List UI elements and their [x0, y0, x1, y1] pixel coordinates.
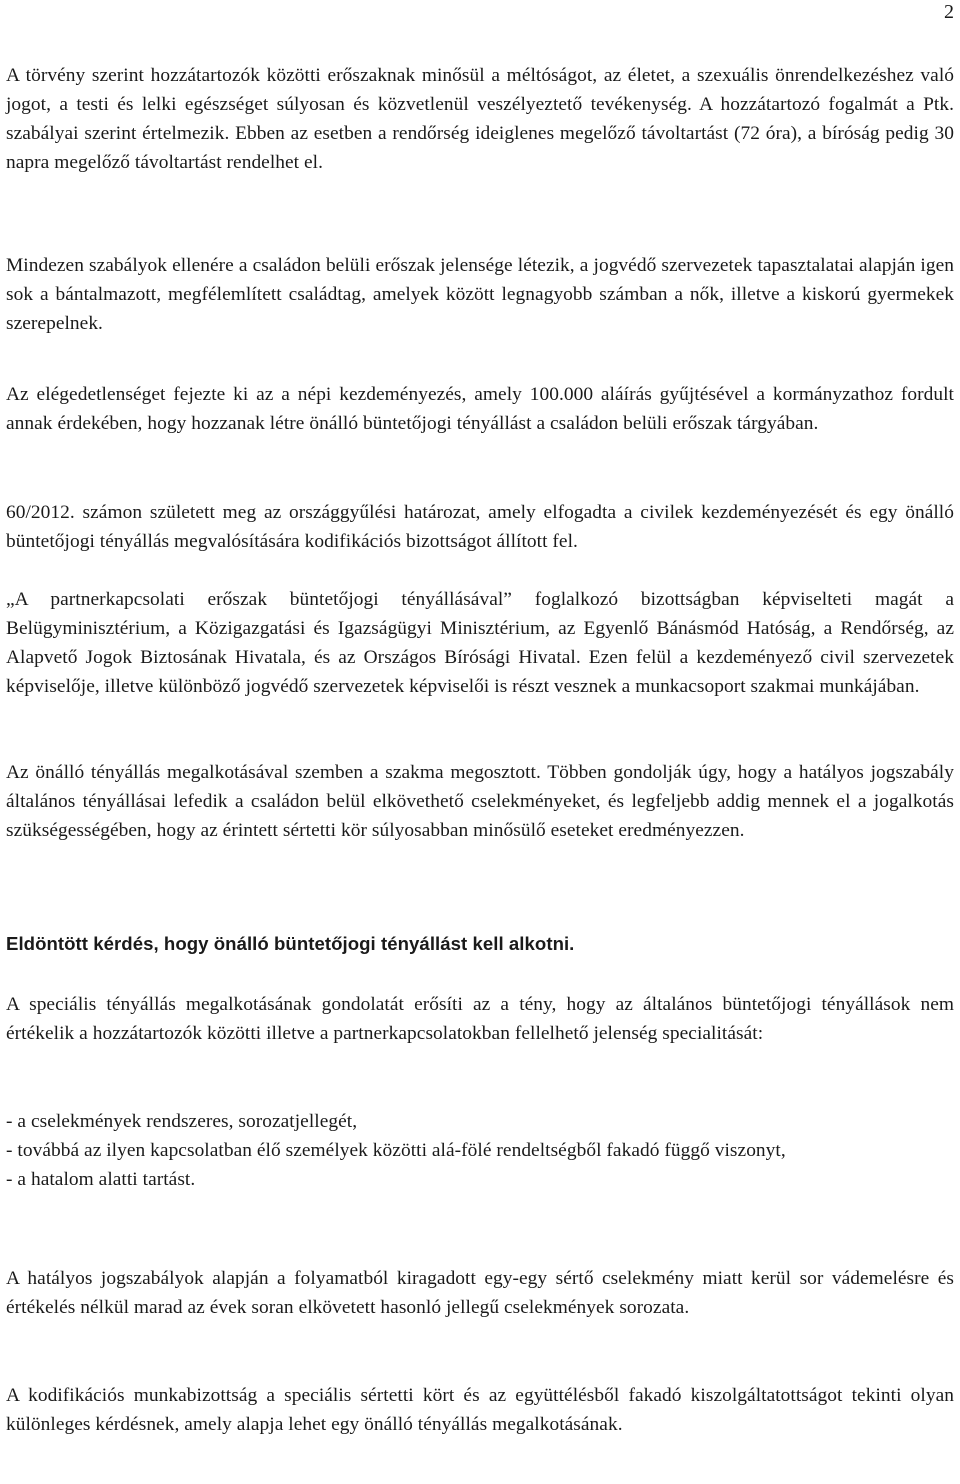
paragraph-resolution: 60/2012. számon született meg az országgyűlési határozat, amely elfogadta a civilek kezdeményezését és egy önálló büntetőjogi tényállás megvalósítására kodifikációs bizottságot állított fel. [6, 502, 954, 552]
paragraph-current-law: A hatályos jogszabályok alapján a folyamatból kiragadott egy-egy sértő cselekmény miatt kerül sor vádemelésre és értékelés nélkül marad az évek soran elkövetett hasonló jellegű cselekmények sorozata. [6, 1268, 954, 1318]
paragraph-codification: A kodifikációs munkabizottság a speciális sértetti kört és az együttélésből fakadó kiszolgáltatottságot tekinti olyan különleges kérdésnek, amely alapja lehet egy önálló tényállás megalkotásának. [6, 1385, 954, 1435]
heading-decided: Eldöntött kérdés, hogy önálló büntetőjogi tényállást kell alkotni. [6, 933, 575, 954]
document-page [6, 0, 954, 1484]
list-item: - a hatalom alatti tartást. [6, 1168, 196, 1190]
paragraph-initiative: Az elégedetlenséget fejezte ki az a népi kezdeményezés, amely 100.000 aláírás gyűjtésével a kormányzathoz fordult annak érdekében, hogy hozzanak létre önálló büntetőjogi tényállást a családon belüli erőszak tárgyában. [6, 384, 954, 434]
list-item: - a cselekmények rendszeres, sorozatjellegét, [6, 1111, 358, 1132]
list-item: - továbbá az ilyen kapcsolatban élő személyek közötti alá-fölé rendeltségből fakadó függő viszonyt, [6, 1139, 786, 1161]
paragraph-committee: „A partnerkapcsolati erőszak büntetőjogi tényállásával” foglalkozó bizottságban képviselteti magát a Belügyminisztérium, a Közigazgatási és Igazságügyi Minisztérium, az Egyenlő Bánásmód Hatóság, a Rendőrség, az Alapvető Jogok Biztosának Hivatala, és az Országos Bírósági Hivatal. Ezen felül a kezdeményező civil szervezetek képviselője, illetve különböző jogvédő szervezetek képviselői is részt vesznek a munkacsoport szakmai munkájában. [6, 589, 954, 697]
specialty-list [6, 1108, 954, 1195]
paragraph-definition: A törvény szerint hozzátartozók közötti erőszaknak minősül a méltóságot, az életet, a szexuális önrendelkezéshez való jogot, a testi és lelki egészséget súlyosan és közvetlenül veszélyeztető tevékenység. A hozzátartozó fogalmát a Ptk. szabályai szerint értelmezik. Ebben az esetben a rendőrség ideiglenes megelőző távoltartást (72 óra), a bíróság pedig 30 napra megelőző távoltartást rendelhet el. [6, 65, 954, 173]
page-number: 2 [944, 1, 954, 23]
paragraph-special-offence: A speciális tényállás megalkotásának gondolatát erősíti az a tény, hogy az általános büntetőjogi tényállások nem értékelik a hozzátartozók közötti illetve a partnerkapcsolatokban fellelhető jelenség specialitását: [6, 994, 954, 1044]
paragraph-profession-divided: Az önálló tényállás megalkotásával szemben a szakma megosztott. Többen gondolják úgy, hogy a hatályos jogszabály általános tényállásai lefedik a családon belül elkövethető cselekményeket, és legfeljebb addig mennek el a jogalkotás szükségességében, hogy az érintett sértetti kör súlyosabban minősülő eseteket eredményezzen. [6, 762, 954, 841]
paragraph-situation: Mindezen szabályok ellenére a családon belüli erőszak jelensége létezik, a jogvédő szervezetek tapasztalatai alapján igen sok a bántalmazott, megfélemlített családtag, amelyek között legnagyobb számban a nők, illetve a kiskorú gyermekek szerepelnek. [6, 255, 954, 334]
